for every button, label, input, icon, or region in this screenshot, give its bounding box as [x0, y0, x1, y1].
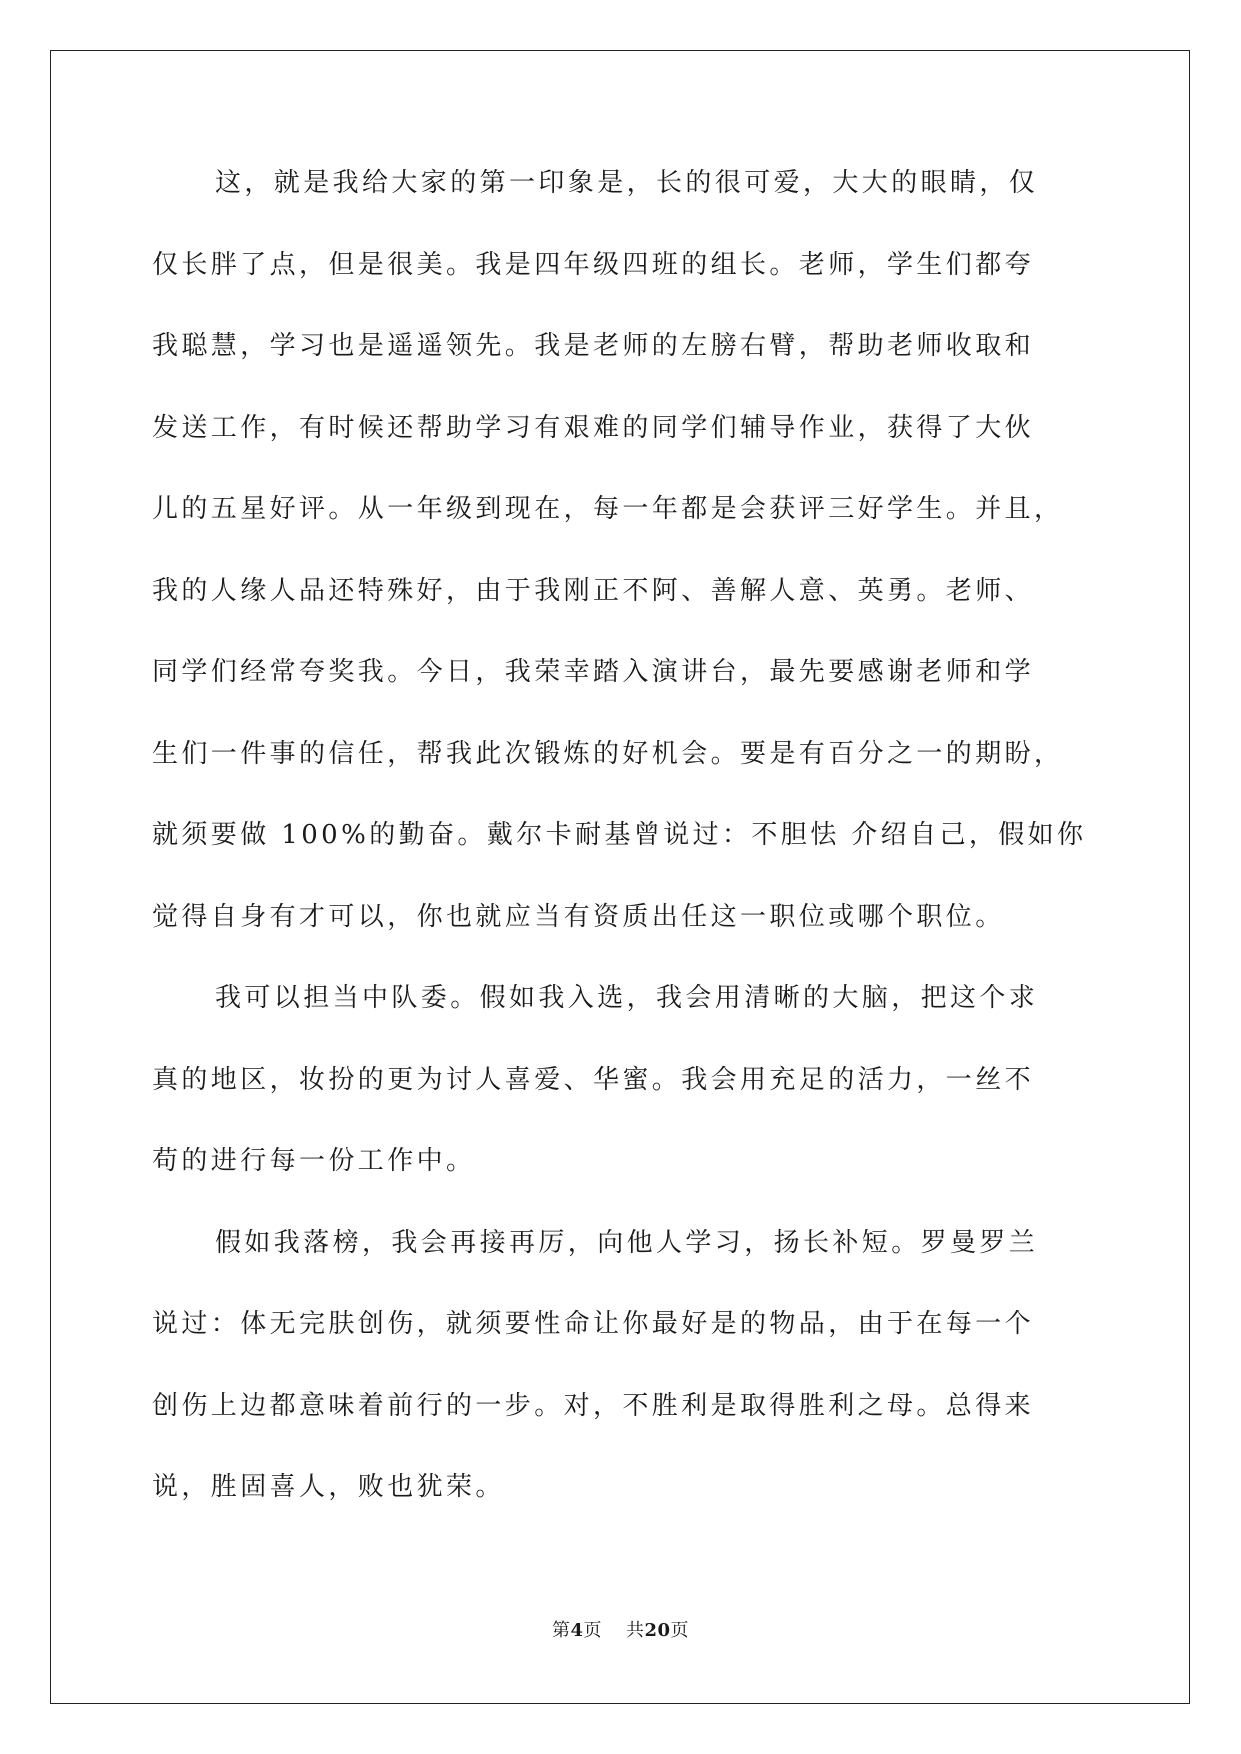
document-body	[152, 163, 1087, 1549]
text-line: 假如我落榜，我会再接再厉，向他人学习，扬长补短。罗曼罗兰	[215, 1227, 1039, 1258]
paragraph-2	[152, 978, 1087, 1223]
text-line: 觉得自身有才可以，你也就应当有资质出任这一职位或哪个职位。	[152, 901, 1005, 932]
text-line: 创伤上边都意味着前行的一步。对，不胜利是取得胜利之母。总得来	[152, 1390, 1035, 1421]
footer-total-prefix: 共	[625, 1620, 645, 1641]
text-line: 说，胜固喜人，败也犹荣。	[152, 1472, 505, 1502]
footer-page-prefix: 第	[551, 1620, 571, 1641]
paragraph-3	[152, 1223, 1087, 1549]
text-line: 苟的进行每一份工作中。	[152, 1146, 476, 1176]
text-line: 这，就是我给大家的第一印象是，长的很可爱，大大的眼睛，仅	[215, 168, 1039, 198]
page-footer	[0, 1616, 1241, 1642]
text-line: 真的地区，妆扮的更为讨人喜爱、华蜜。我会用充足的活力，一丝不	[152, 1064, 1035, 1095]
text-line: 说过：体无完肤创伤，就须要性命让你最好是的物品，由于在每一个	[152, 1309, 1035, 1339]
text-line: 我聪慧，学习也是遥遥领先。我是老师的左膀右臂，帮助老师收取和	[152, 331, 1035, 361]
text-line: 儿的五星好评。从一年级到现在，每一年都是会获评三好学生。并且，	[152, 494, 1064, 524]
footer-total-suffix: 页	[670, 1620, 690, 1641]
text-line: 仅长胖了点，但是很美。我是四年级四班的组长。老师，学生们都夸	[152, 249, 1035, 280]
text-line: 发送工作，有时候还帮助学习有艰难的同学们辅导作业，获得了大伙	[152, 412, 1035, 443]
text-line: 我可以担当中队委。假如我入选，我会用清晰的大脑，把这个求	[215, 983, 1039, 1013]
text-line: 生们一件事的信任，帮我此次锻炼的好机会。要是有百分之一的期盼，	[152, 738, 1064, 769]
footer-page-suffix: 页	[583, 1620, 602, 1641]
paragraph-1	[152, 163, 1087, 978]
text-line: 同学们经常夸奖我。今日，我荣幸踏入演讲台，最先要感谢老师和学	[152, 657, 1035, 687]
text-line: 我的人缘人品还特殊好，由于我刚正不阿、善解人意、英勇。老师、	[152, 575, 1035, 606]
text-line: 就须要做 100%的勤奋。戴尔卡耐基曾说过：不胆怯 介绍自己，假如你	[152, 820, 1087, 850]
footer-page-number: 4	[570, 1620, 584, 1641]
footer-total-pages: 20	[644, 1620, 671, 1641]
